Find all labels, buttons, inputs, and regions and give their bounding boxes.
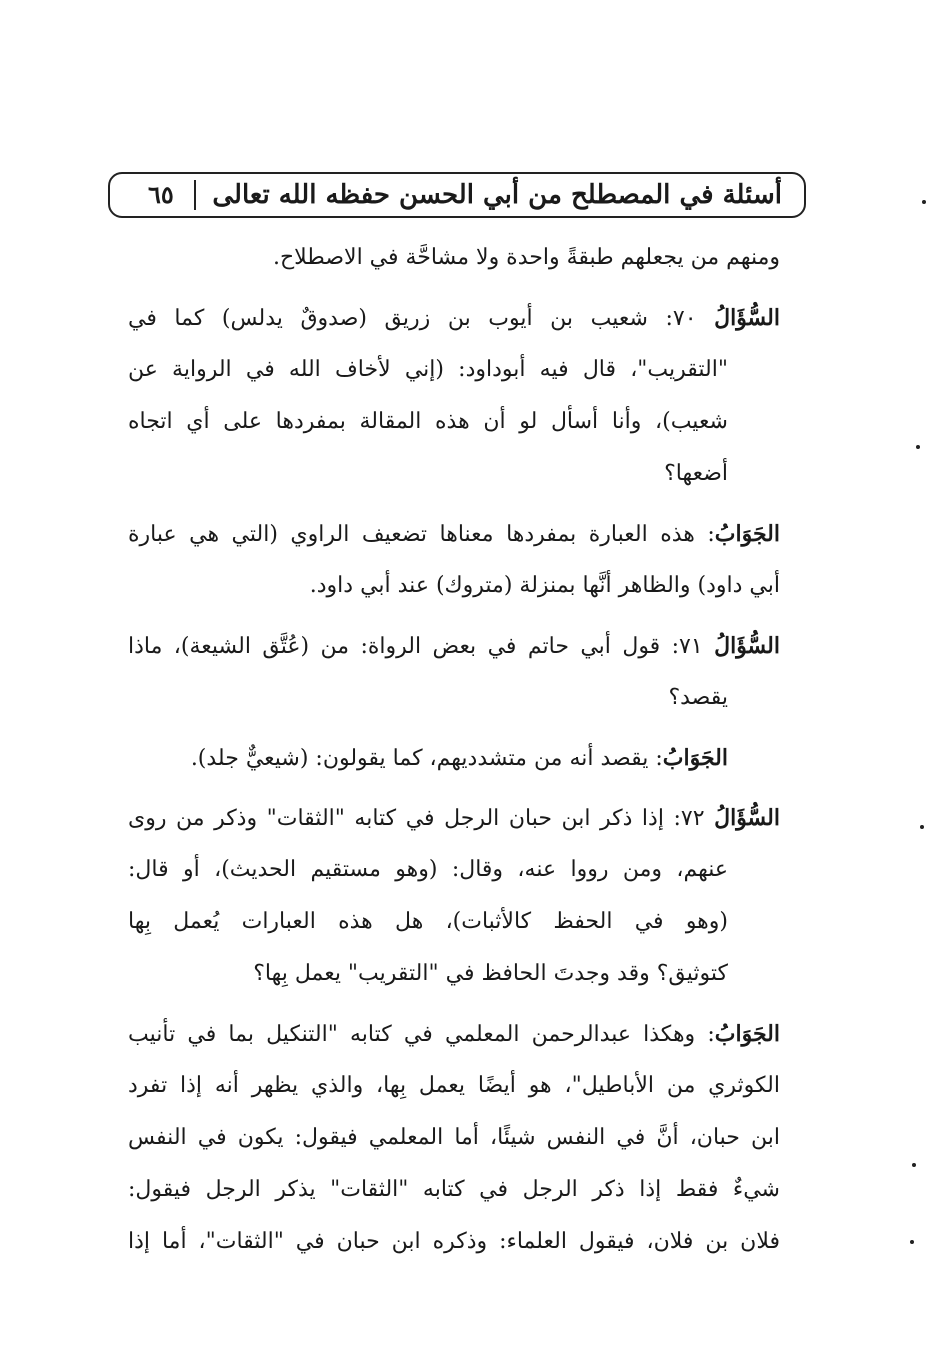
question-70: [128, 292, 780, 500]
answer-72: [128, 1008, 780, 1268]
question-text: ٧٠: شعيب بن أيوب بن زريق (صدوقٌ يدلس) كما في: [128, 306, 715, 331]
question-label: السُّؤَالُ: [714, 633, 780, 659]
intro-line: ومنهم من يجعلهم طبقةً واحدة ولا مشاحَّة في الاصطلاح.: [272, 245, 780, 270]
question-line: كتوثيق؟ وقد وجدتَ الحافظ في "التقريب" يعمل بِها؟: [253, 961, 728, 986]
page-body: [128, 232, 780, 1268]
question-line: "التقريب"، قال فيه أبوداود: (إني لأخاف الله في الرواية عن: [128, 357, 728, 382]
question-line: يقصد؟: [668, 685, 728, 710]
question-text: ٧٢: إذا ذكر ابن حبان الرجل في كتابه "الثقات" وذكر من روى: [128, 806, 715, 831]
answer-line: أبي داود) والظاهر أنَّها بمنزلة (متروك) عند أبي داود.: [309, 573, 780, 598]
answer-label: الجَوَابُ: [714, 521, 780, 547]
page-number: ٦٥: [148, 180, 174, 209]
answer-70: [128, 508, 780, 612]
answer-label: الجَوَابُ: [662, 745, 728, 771]
running-title: أسئلة في المصطلح من أبي الحسن حفظه الله تعالى: [212, 180, 782, 210]
question-label: السُّؤَالُ: [714, 805, 780, 831]
question-72: [128, 792, 780, 1000]
running-header: [108, 172, 806, 218]
answer-label: الجَوَابُ: [714, 1021, 780, 1047]
question-label: السُّؤَالُ: [714, 305, 780, 331]
scan-speck: [922, 200, 926, 204]
answer-text: : هذه العبارة بمفردها معناها تضعيف الراوي (التي هي عبارة: [128, 522, 715, 547]
question-71: [128, 620, 780, 724]
question-line: أضعها؟: [664, 461, 728, 486]
answer-text: : يقصد أنه من متشدديهم، كما يقولون: (شيعيٌّ جلد).: [190, 746, 663, 771]
answer-71: [128, 732, 780, 784]
answer-text: : وهكذا عبدالرحمن المعلمي في كتابه "التنكيل بما في تأنيب: [128, 1022, 715, 1047]
answer-line: فلان بن فلان، فيقول العلماء: وذكره ابن حبان في "الثقات"، أما إذا: [128, 1229, 780, 1254]
question-text: ٧١: قول أبي حاتم في بعض الرواة: من (عُتَّق الشيعة)، ماذا: [128, 634, 715, 659]
answer-line: الكوثري من الأباطيل"، هو أيضًا يعمل بِها، والذي يظهر أنه إذا تفرد: [128, 1073, 780, 1098]
answer-line: ابن حبان، أنَّ في النفس شيئًا، أما المعلمي فيقول: يكون في النفس: [128, 1125, 780, 1150]
question-line: عنهم، ومن رووا عنه، وقال: (وهو مستقيم الحديث)، أو قال:: [128, 857, 728, 882]
scan-speck: [916, 445, 920, 449]
scan-speck: [920, 825, 924, 829]
question-line: شعيب)، وأنا أسأل لو أن هذه المقالة بمفردها على أي اتجاه: [128, 409, 728, 434]
scan-speck: [912, 1163, 916, 1167]
scan-speck: [910, 1240, 914, 1244]
header-divider: [194, 180, 196, 210]
answer-line: شيءٌ فقط إذا ذكر الرجل في كتابه "الثقات" يذكر الرجل فيقول:: [128, 1177, 780, 1202]
question-line: (وهو في الحفظ كالأثبات)، هل هذه العبارات يُعمل بِها: [128, 909, 728, 934]
